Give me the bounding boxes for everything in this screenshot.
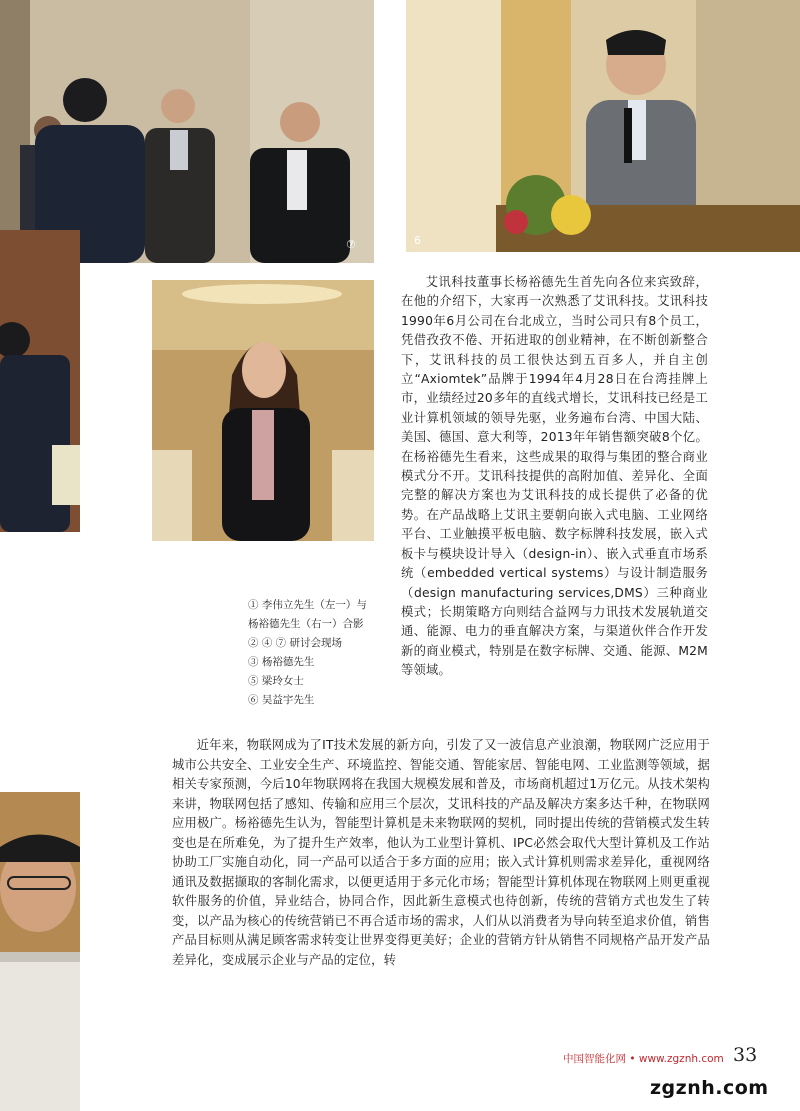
page-number: 33 bbox=[733, 1044, 758, 1066]
caption-line: 杨裕德先生（右一）合影 bbox=[248, 618, 364, 630]
watermark: zgznh.com bbox=[650, 1077, 769, 1099]
article-right-column bbox=[401, 273, 708, 681]
photo-group-men-image bbox=[0, 0, 374, 263]
caption-line: ② ④ ⑦ 研讨会现场 bbox=[248, 637, 343, 649]
photo-number: ⑦ bbox=[346, 238, 356, 251]
photo-speaker bbox=[406, 0, 800, 252]
photo-audience-image bbox=[0, 230, 80, 532]
photo-speaker-image bbox=[406, 0, 800, 252]
footer-site-name: 中国智能化网 • www.zgznh.com bbox=[563, 1053, 724, 1065]
photo-woman-image bbox=[152, 280, 374, 541]
caption-line: ⑤ 梁玲女士 bbox=[248, 675, 304, 687]
photo-group-men bbox=[0, 0, 374, 263]
article-paragraph: 近年来，物联网成为了IT技术发展的新方向，引发了又一波信息产业浪潮，物联网广泛应用于城市公共安全、工业安全生产、环境监控、智能交通、智能家居、智能电网、工业监测等领域，据相关专家预测，今后10年物联网将在我国大规模发展和普及，市场商机超过1万亿元。从技术架构来讲，物联网包括了感知、传输和应用三个层次，艾讯科技的产品及解决方案多达千种，在物联网应用极广。杨裕德先生认为，智能型计算机是未来物联网的契机，同时提出传统的营销模式发生转变也是在所难免，为了提升生产效率，他认为工业型计算机、IPC必然会取代大型计算机及工作站协助工厂实施自动化，同一产品可以适合于多方面的应用；嵌入式计算机则需求差异化，重视网络通讯及数据撷取的客制化需求，以便更适用于多元化市场；智能型计算机体现在物联网上则更重视软件服务的价值，异业结合，协同合作，因此新生意模式也待创新，传统的营销方式也发生了转变，以产品为核心的传统营销已不再合适市场的需求，人们从以消费者为导向转至追求价值，销售产品目标则从满足顾客需求转变让世界变得更美好；企业的营销方针从销售不同规格产品开发产品差异化，变成展示企业与产品的定位，转 bbox=[172, 738, 710, 967]
photo-man-bottom-image bbox=[0, 792, 80, 1111]
caption-line: ① 李伟立先生（左一）与 bbox=[248, 599, 367, 611]
article-paragraph: 艾讯科技董事长杨裕德先生首先向各位来宾致辞，在他的介绍下，大家再一次熟悉了艾讯科技。艾讯科技1990年6月公司在台北成立，当时公司只有8个员工，凭借孜孜不倦、开拓进取的创业精神，在不断创新整合下，艾讯科技的员工很快达到五百多人，并自主创立“Axiomtek”品牌于1994年4月28日在台湾挂牌上市，业绩经过20多年的直线式增长，艾讯科技已经是工业计算机领域的领导先驱，业务遍布台湾、中国大陆、美国、德国、意大利等，2013年年销售额突破8个亿。在杨裕德先生看来，这些成果的取得与集团的整合商业模式分不开。艾讯科技提供的高附加值、差异化、全面完整的解决方案也为艾讯科技的成长提供了必备的优势。在产品战略上艾讯主要朝向嵌入式电脑、工业网络平台、工业触摸平板电脑、数字标牌科技发展，嵌入式板卡与模块设计导入（design-in）、嵌入式垂直市场系统（embedded vertical systems）与设计制造服务（design manufacturing services,DMS）三种商业模式；长期策略方向则结合益网与力讯技术发展轨道交通、能源、电力的垂直解决方案，与渠道伙伴合作开发新的商业模式，特别是在数字标牌、交通、能源、M2M等领域。 bbox=[401, 275, 708, 678]
photo-audience bbox=[0, 230, 80, 532]
photo-man-bottom bbox=[0, 792, 80, 1111]
photo-captions bbox=[248, 596, 398, 710]
caption-line: ③ 杨裕德先生 bbox=[248, 656, 315, 668]
caption-line: ⑥ 吴益宇先生 bbox=[248, 694, 315, 706]
photo-number: 6 bbox=[414, 234, 421, 247]
article-bottom-column bbox=[172, 736, 710, 970]
photo-woman bbox=[152, 280, 374, 541]
